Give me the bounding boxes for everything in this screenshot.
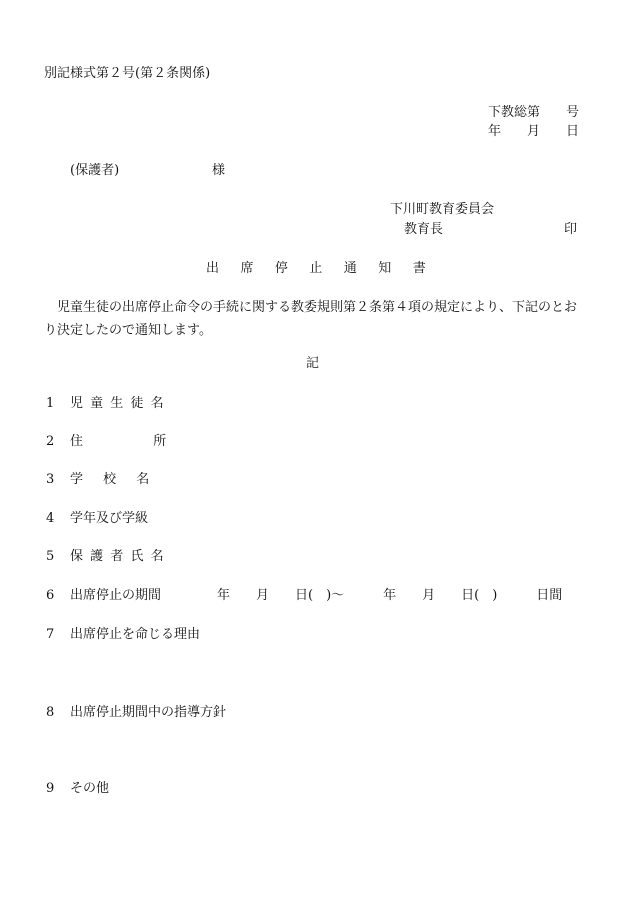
item-label: 児童生徒名 [70,396,171,411]
item-label: 保護者氏名 [70,549,171,564]
item-label: 出席停止を命じる理由 [70,627,201,642]
item-number: 8 [46,705,55,720]
document-title: 出席停止通知書 [206,261,448,276]
item-number: 7 [46,627,55,642]
document-date: 年 月 日 [488,124,580,139]
absence-period-value: 年 月 日( )～ 年 月 日( ) 日間 [217,588,563,603]
recipient-prefix: (保護者) [70,163,120,178]
body-text: 児童生徒の出席停止命令の手続に関する教委規則第２条第４項の規定により、下記のとおり決定したので通知します。 [44,300,578,338]
item-label: 出席停止期間中の指導方針 [70,705,227,720]
item-number: 4 [46,511,55,526]
item-label: 住所 [70,434,237,449]
recipient-suffix: 様 [212,163,226,178]
issuer-organization: 下川町教育委員会 [390,202,495,217]
ki-heading: 記 [306,356,320,371]
item-label: 学年及び学級 [70,511,149,526]
item-number: 3 [46,472,55,487]
item-number: 1 [46,396,55,411]
item-number: 2 [46,434,55,449]
document-number: 下教総第 号 [488,105,580,120]
item-number: 9 [46,781,55,796]
item-number: 6 [46,588,55,603]
item-label: 学校名 [70,472,170,487]
item-label: 出席停止の期間 [70,588,162,603]
form-label: 別記様式第２号(第２条関係) [44,66,211,81]
item-label: その他 [70,781,110,796]
issuer-title: 教育長 [404,222,444,237]
item-number: 5 [46,549,55,564]
seal-mark: 印 [564,222,578,237]
